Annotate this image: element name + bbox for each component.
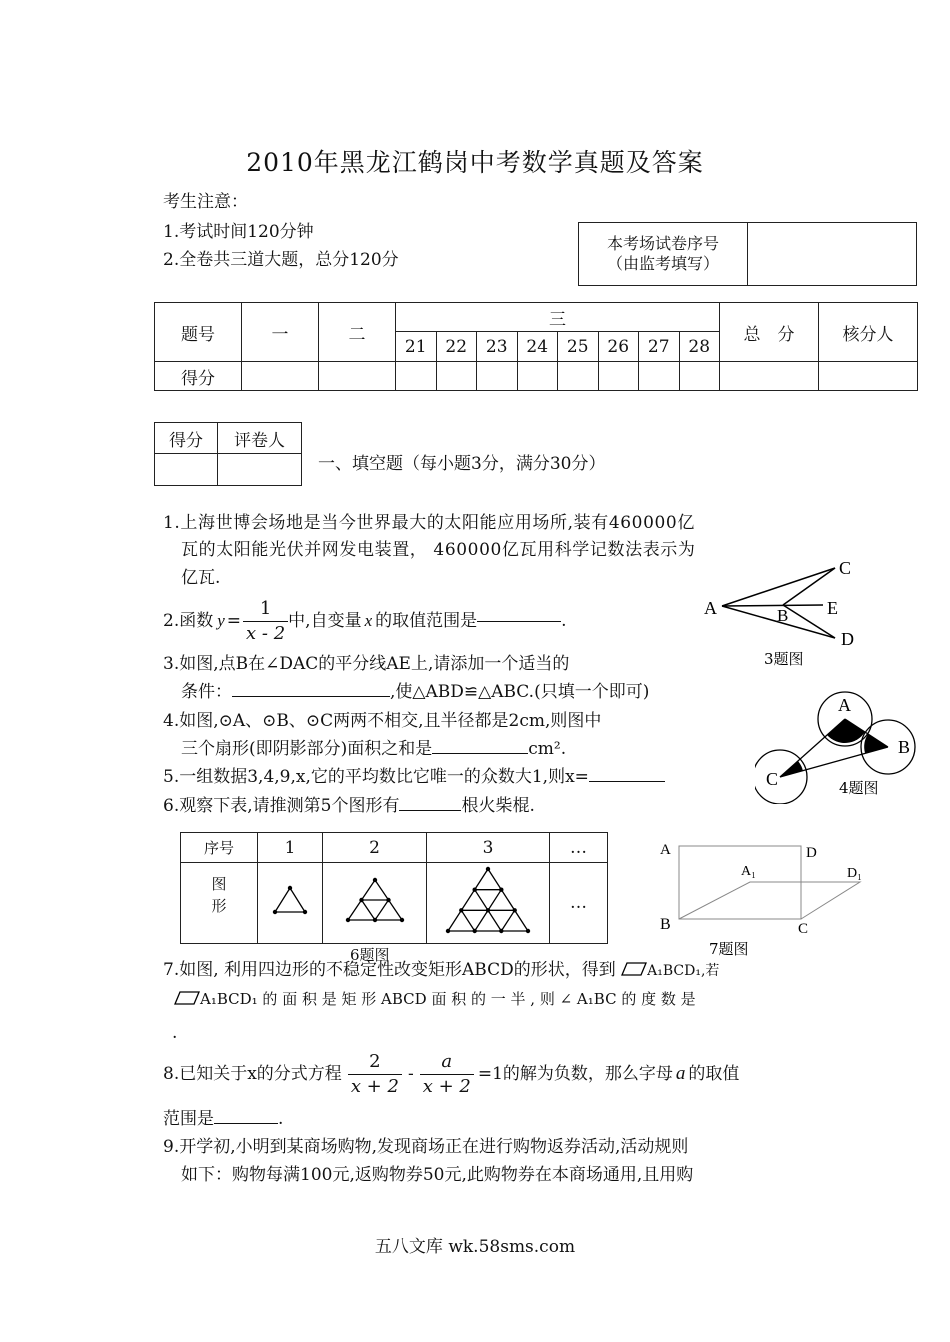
q-24: 24 xyxy=(517,332,558,362)
q7-line2 xyxy=(174,987,696,1011)
q2-answer-blank[interactable] xyxy=(477,621,561,622)
score-cell[interactable] xyxy=(598,362,639,391)
q7-line3: . xyxy=(172,1023,178,1043)
q8-fraction-1 xyxy=(348,1050,402,1099)
q9-line2: 如下：购物每满100元,返购物券50元,此购物券在本商场通用,且用购 xyxy=(181,1165,694,1185)
sector-a xyxy=(827,719,865,743)
match-col-3: 3 xyxy=(427,833,550,863)
fig7-label-d: D xyxy=(806,845,817,861)
page-title: 2010年黑龙江鹤岗中考数学真题及答案 xyxy=(246,148,704,177)
triangle-figure-1 xyxy=(270,884,310,918)
fig3-label-d: D xyxy=(841,629,854,649)
q2-den: x - 2 xyxy=(246,622,286,644)
q6 xyxy=(163,794,535,818)
score-cell[interactable] xyxy=(558,362,599,391)
match-row-label-1: 图 xyxy=(211,875,227,893)
q-21: 21 xyxy=(396,332,437,362)
q7-line1b: A₁BCD₁,若 xyxy=(647,963,720,979)
section-3: 三 xyxy=(396,303,720,332)
fig7-label-d1: D₁ xyxy=(847,866,862,881)
match-figure-3 xyxy=(427,863,550,944)
q-26: 26 xyxy=(598,332,639,362)
q2-prefix: 2.函数 xyxy=(163,611,214,631)
q8-line2 xyxy=(163,1107,283,1131)
match-col-2: 2 xyxy=(323,833,427,863)
figure-7 xyxy=(655,836,870,962)
notice-item-1: 1.考试时间120分钟 xyxy=(163,222,314,242)
q4-line2 xyxy=(181,737,566,761)
q2-suffix: 的取值范围是 xyxy=(375,611,478,631)
q8-tail: 的取值 xyxy=(688,1064,740,1084)
q6-text-b: 根火柴棍. xyxy=(461,796,535,816)
grader-box xyxy=(154,422,302,486)
q2-eq: = xyxy=(226,611,242,631)
triangle-figure-2 xyxy=(343,876,407,926)
fig4-caption: 4题图 xyxy=(839,779,879,797)
match-col-1: 1 xyxy=(258,833,323,863)
q4-line1: 4.如图,⊙A、⊙B、⊙C两两不相交,且半径都是2cm,则图中 xyxy=(163,711,602,731)
fig3-label-e: E xyxy=(827,598,838,618)
q7-line2a: A₁BCD₁ 的 面 积 是 矩 形 ABCD 面 积 的 一 半 , 则 ∠ A₁BC 的 度 数 是 xyxy=(200,990,696,1008)
q8-f1-den: x + 2 xyxy=(350,1075,399,1097)
q8-f1-num: 2 xyxy=(348,1050,402,1075)
matchstick-table xyxy=(180,832,608,944)
serial-label-line2: （由监考填写） xyxy=(606,254,719,273)
grader-name-cell[interactable] xyxy=(218,454,302,486)
q1-line2: 瓦的太阳能光伏并网发电装置， 460000亿瓦用科学记数法表示为 xyxy=(181,540,696,560)
match-row-label-2: 形 xyxy=(211,897,227,915)
score-row-label: 得分 xyxy=(155,362,242,391)
score-cell[interactable] xyxy=(720,362,819,391)
notice-heading: 考生注意： xyxy=(163,192,248,212)
sector-c xyxy=(780,761,803,777)
q2 xyxy=(163,595,567,647)
match-ellipsis: … xyxy=(550,863,608,944)
q6-answer-blank[interactable] xyxy=(399,810,461,811)
serial-number-box xyxy=(578,222,917,286)
section1-heading: 一、填空题（每小题3分，满分30分） xyxy=(318,454,606,474)
q-28: 28 xyxy=(679,332,720,362)
grader-label: 评卷人 xyxy=(218,423,302,454)
fig4-label-a: A xyxy=(838,695,851,715)
q1-line1: 1.上海世博会场地是当今世界最大的太阳能应用场所,装有460000亿 xyxy=(163,513,695,533)
q3-line2 xyxy=(181,680,649,704)
q8-line2-text: 范围是 xyxy=(163,1109,214,1129)
grader-score-cell[interactable] xyxy=(155,454,218,486)
section-1: 一 xyxy=(242,303,319,362)
footer-watermark: 五八文库 wk.58sms.com xyxy=(374,1237,576,1257)
q8-prefix: 8.已知关于x的分式方程 xyxy=(163,1064,342,1084)
q5-answer-blank[interactable] xyxy=(589,781,665,782)
q3-line1: 3.如图,点B在∠DAC的平分线AE上,请添加一个适当的 xyxy=(163,654,570,674)
q4-line2b: cm². xyxy=(528,739,567,759)
grader-score-label: 得分 xyxy=(155,423,218,454)
q3-line2a: 条件： xyxy=(181,682,232,702)
q7-line1a: 7.如图, 利用四边形的不稳定性改变矩形ABCD的形状，得到 xyxy=(163,960,616,980)
q2-fraction xyxy=(243,597,288,646)
fig4-label-b: B xyxy=(898,737,911,757)
q8-minus: - xyxy=(407,1064,414,1084)
score-table xyxy=(154,302,918,391)
fig7-label-a: A xyxy=(660,842,671,858)
figure-3 xyxy=(695,556,870,668)
q9-line1: 9.开学初,小明到某商场购物,发现商场正在进行购物返券活动,活动规则 xyxy=(163,1137,689,1157)
q8-f2-den: x + 2 xyxy=(422,1075,471,1097)
triangle-figure-3 xyxy=(442,865,534,937)
fig6-caption: 6题图 xyxy=(350,946,390,964)
fig3-label-a: A xyxy=(704,598,717,618)
section-2: 二 xyxy=(319,303,396,362)
q8-answer-blank[interactable] xyxy=(214,1123,278,1124)
notice-item-2: 2.全卷共三道大题，总分120分 xyxy=(163,250,399,270)
match-figure-2 xyxy=(323,863,427,944)
figure-4 xyxy=(755,686,925,804)
q-25: 25 xyxy=(558,332,599,362)
q7-line1 xyxy=(163,958,719,983)
score-cell[interactable] xyxy=(319,362,396,391)
q8-a: a xyxy=(675,1063,686,1084)
serial-label-line1: 本考场试卷序号 xyxy=(606,234,719,253)
score-cell[interactable] xyxy=(517,362,558,391)
parallelogram-icon xyxy=(174,991,200,1005)
match-row-label xyxy=(181,863,258,944)
q2-x: x xyxy=(364,611,373,630)
fig7-label-b: B xyxy=(660,916,671,933)
fig7-label-a1: A₁ xyxy=(741,864,756,879)
score-cell[interactable] xyxy=(242,362,319,391)
q8-fraction-2 xyxy=(420,1050,474,1099)
score-cell[interactable] xyxy=(639,362,680,391)
q2-mid: 中,自变量 xyxy=(288,611,362,631)
q6-text-a: 6.观察下表,请推测第5个图形有 xyxy=(163,796,400,816)
fig4-label-c: C xyxy=(766,769,779,789)
fig3-label-c: C xyxy=(839,558,852,578)
q8-f2-num: a xyxy=(420,1050,474,1075)
fig3-label-b: B xyxy=(777,606,789,625)
score-cell[interactable] xyxy=(396,362,437,391)
match-header-label: 序号 xyxy=(181,833,258,863)
total-header: 总 分 xyxy=(720,303,819,362)
checker-header: 核分人 xyxy=(819,303,918,362)
fig7-label-c: C xyxy=(798,921,809,937)
q2-y: y xyxy=(217,611,225,630)
serial-number-cell[interactable] xyxy=(748,223,917,286)
fig3-caption: 3题图 xyxy=(764,650,804,668)
parallelogram-icon xyxy=(621,962,647,976)
serial-label xyxy=(579,223,748,286)
q2-end: . xyxy=(561,611,567,631)
q-27: 27 xyxy=(639,332,680,362)
q8-end: . xyxy=(278,1109,284,1129)
q5 xyxy=(163,765,665,789)
score-cell[interactable] xyxy=(436,362,477,391)
q4-answer-blank[interactable] xyxy=(432,753,528,754)
match-figure-1 xyxy=(258,863,323,944)
q3-line2b: ,使△ABD≌△ABC.(只填一个即可) xyxy=(390,682,650,702)
q5-text: 5.一组数据3,4,9,x,它的平均数比它唯一的众数大1,则x= xyxy=(163,767,589,787)
q8-rest: =1的解为负数，那么字母 xyxy=(477,1064,673,1084)
q2-num: 1 xyxy=(243,597,288,622)
score-cell[interactable] xyxy=(679,362,720,391)
q8 xyxy=(163,1046,739,1102)
fig7-caption: 7题图 xyxy=(709,940,749,958)
q1-line3: 亿瓦. xyxy=(181,568,221,588)
q-23: 23 xyxy=(477,332,518,362)
q-22: 22 xyxy=(436,332,477,362)
q4-line2a: 三个扇形(即阴影部分)面积之和是 xyxy=(181,739,433,759)
col-title: 题号 xyxy=(155,303,242,362)
score-cell[interactable] xyxy=(819,362,918,391)
score-cell[interactable] xyxy=(477,362,518,391)
match-col-ellipsis: … xyxy=(550,833,608,863)
q3-answer-blank[interactable] xyxy=(232,696,390,697)
